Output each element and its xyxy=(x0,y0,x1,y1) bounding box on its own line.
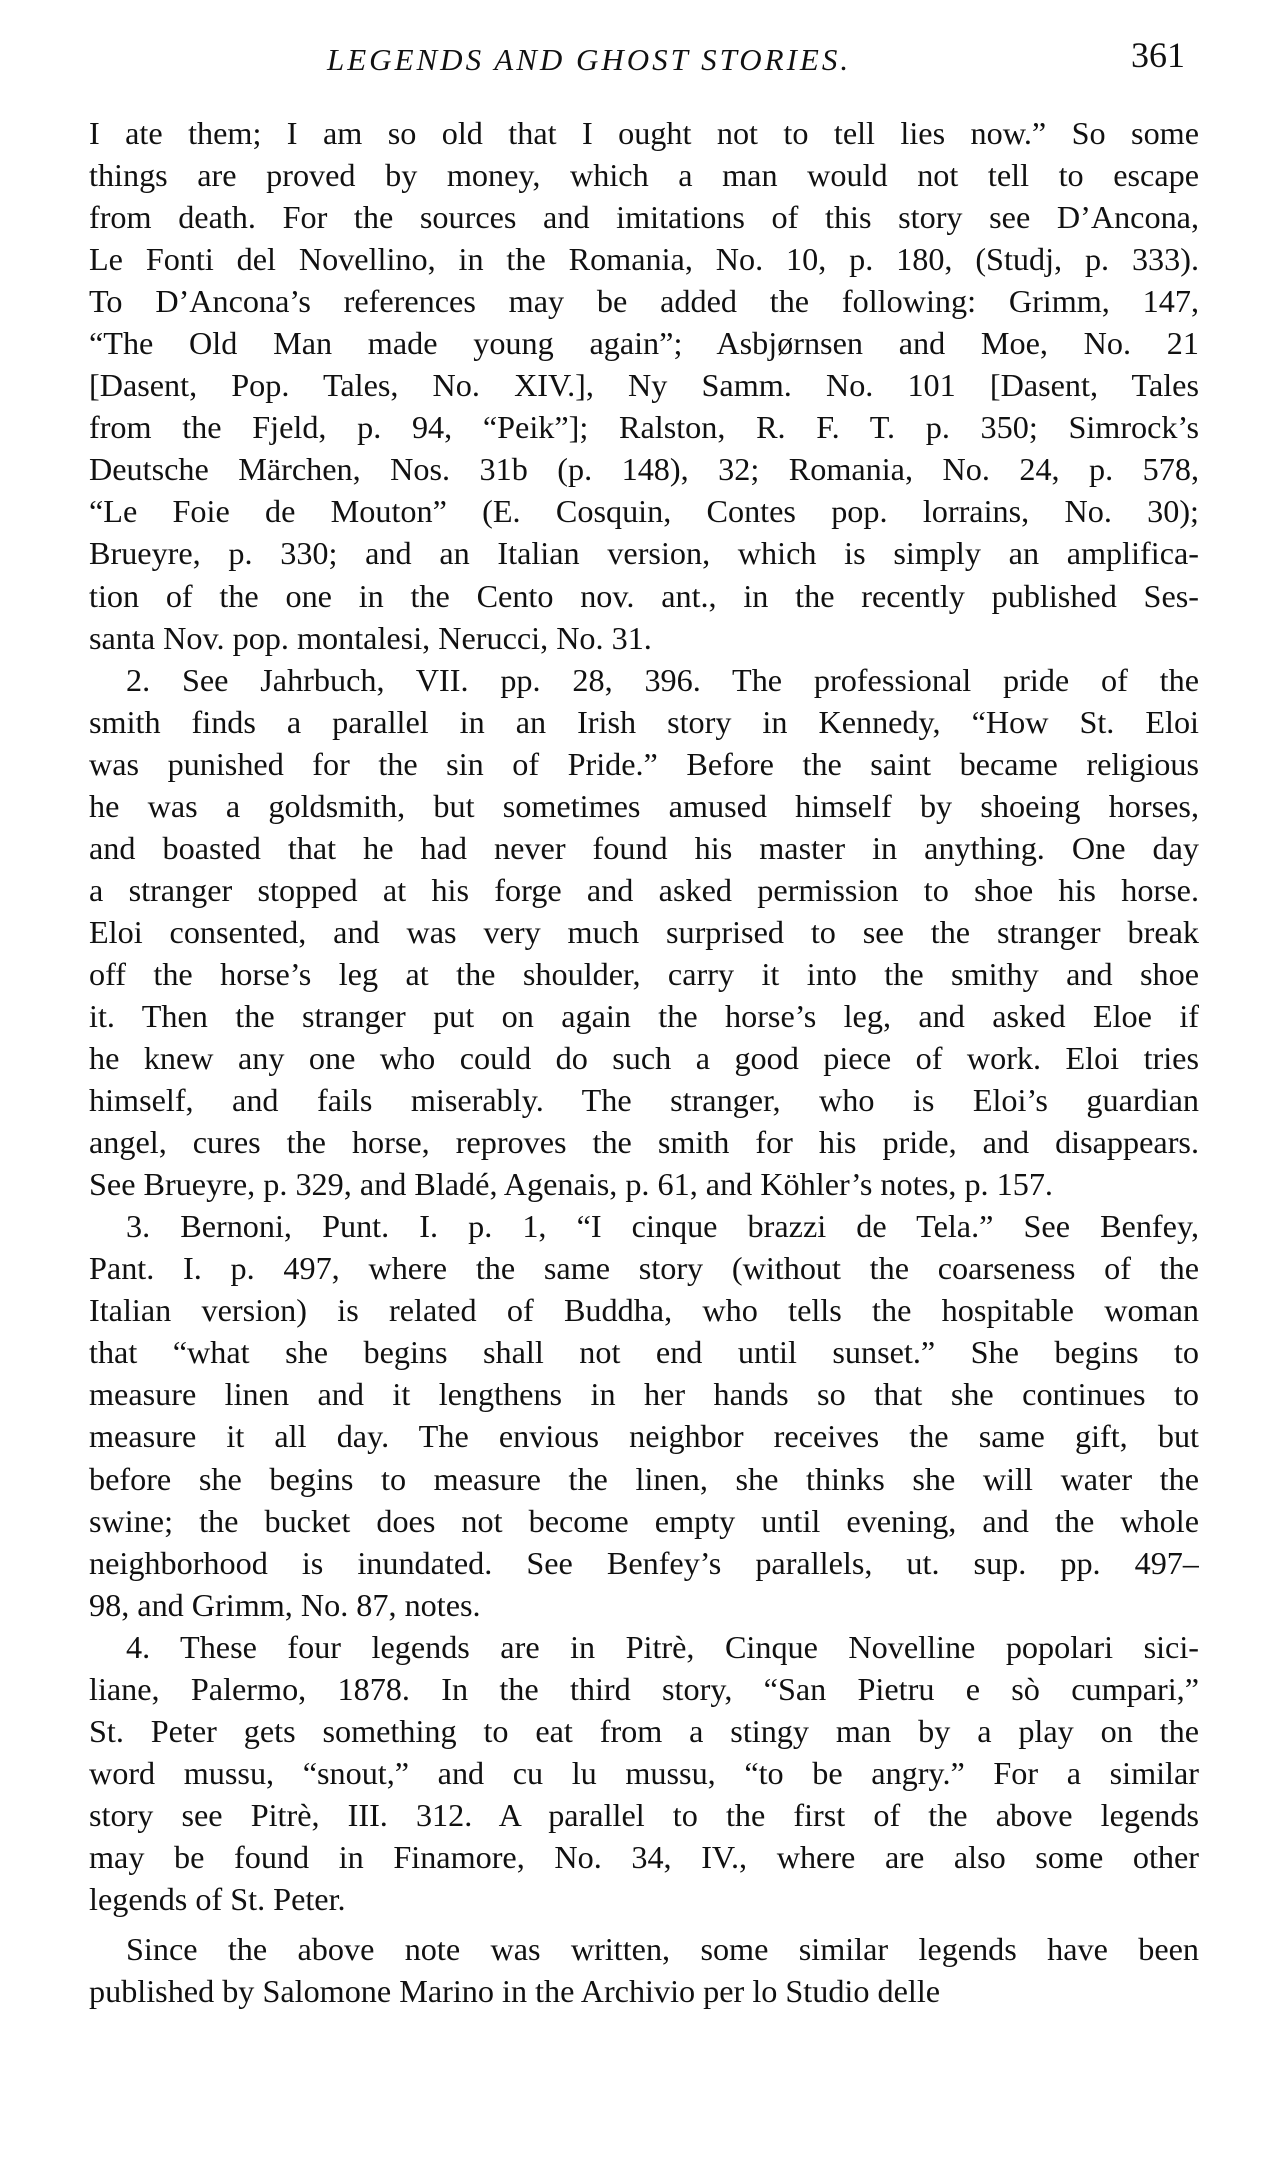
text-line: smith finds a parallel in an Irish story in Kennedy, “How St. Eloi xyxy=(89,703,1199,740)
text-line: St. Peter gets something to eat from a stingy man by a play on the xyxy=(89,1712,1199,1749)
text-line: and boasted that he had never found his master in anything. One day xyxy=(89,829,1199,866)
text-line: 98, and Grimm, No. 87, notes. xyxy=(89,1586,481,1623)
text-line: that “what she begins shall not end until sunset.” She begins to xyxy=(89,1334,1199,1371)
page-text xyxy=(89,112,1199,2012)
header-title: LEGENDS AND GHOST STORIES. xyxy=(327,42,852,77)
text-line: may be found in Finamore, No. 34, IV., where are also some other xyxy=(89,1838,1199,1875)
text-line: legends of St. Peter. xyxy=(89,1880,346,1917)
text-line: liane, Palermo, 1878. In the third story, “San Pietru e sò cumpari,” xyxy=(89,1670,1199,1707)
text-line: word mussu, “snout,” and cu lu mussu, “to be angry.” For a similar xyxy=(89,1754,1199,1791)
text-line: it. Then the stranger put on again the horse’s leg, and asked Eloe if xyxy=(89,997,1199,1034)
note-3-line: 3. Bernoni, Punt. I. p. 1, “I cinque brazzi de Tela.” See Benfey, xyxy=(126,1208,1199,1245)
text-line: swine; the bucket does not become empty until evening, and the whole xyxy=(89,1502,1199,1539)
text-line: story see Pitrè, III. 312. A parallel to the first of the above legends xyxy=(89,1796,1199,1833)
text-line: angel, cures the horse, reproves the smith for his pride, and disappears. xyxy=(89,1124,1199,1161)
text-line: “The Old Man made young again”; Asbjørnsen and Moe, No. 21 xyxy=(89,325,1199,362)
text-line: I ate them; I am so old that I ought not to tell lies now.” So some xyxy=(89,115,1199,151)
text-line: from death. For the sources and imitations of this story see D’Ancona, xyxy=(89,199,1199,236)
text-line: he was a goldsmith, but sometimes amused himself by shoeing horses, xyxy=(89,787,1199,824)
note-4-line: 4. These four legends are in Pitrè, Cinque Novelline popolari sici- xyxy=(126,1628,1199,1665)
note-2-line: 2. See Jahrbuch, VII. pp. 28, 396. The professional pride of the xyxy=(126,661,1199,698)
text-line: Pant. I. p. 497, where the same story (without the coarseness of the xyxy=(89,1250,1199,1287)
text-line: [Dasent, Pop. Tales, No. XIV.], Ny Samm. No. 101 [Dasent, Tales xyxy=(89,367,1199,404)
text-line: Le Fonti del Novellino, in the Romania, No. 10, p. 180, (Studj, p. 333). xyxy=(89,241,1199,278)
text-line: santa Nov. pop. montalesi, Nerucci, No. 31. xyxy=(89,619,652,656)
closing-paragraph-line: Since the above note was written, some similar legends have been xyxy=(126,1931,1199,1968)
text-line: To D’Ancona’s references may be added the following: Grimm, 147, xyxy=(89,283,1199,320)
text-line: was punished for the sin of Pride.” Before the saint became religious xyxy=(89,745,1199,782)
text-line: Deutsche Märchen, Nos. 31b (p. 148), 32; Romania, No. 24, p. 578, xyxy=(89,451,1199,488)
text-line: a stranger stopped at his forge and asked permission to shoe his horse. xyxy=(89,871,1199,908)
text-line: measure it all day. The envious neighbor receives the same gift, but xyxy=(89,1418,1199,1455)
text-line: measure linen and it lengthens in her hands so that she continues to xyxy=(89,1376,1199,1413)
text-line: Brueyre, p. 330; and an Italian version, which is simply an amplifica- xyxy=(89,535,1199,572)
text-line: off the horse’s leg at the shoulder, carry it into the smithy and shoe xyxy=(89,955,1199,992)
text-line: things are proved by money, which a man would not tell to escape xyxy=(89,157,1199,194)
page-number: 361 xyxy=(1131,35,1185,75)
text-line: tion of the one in the Cento nov. ant., in the recently published Ses- xyxy=(89,577,1199,614)
text-line: neighborhood is inundated. See Benfey’s parallels, ut. sup. pp. 497– xyxy=(89,1544,1199,1581)
text-line: he knew any one who could do such a good piece of work. Eloi tries xyxy=(89,1040,1199,1077)
text-line: “Le Foie de Mouton” (E. Cosquin, Contes pop. lorrains, No. 30); xyxy=(89,493,1199,530)
text-line: from the Fjeld, p. 94, “Peik”]; Ralston, R. F. T. p. 350; Simrock’s xyxy=(89,409,1199,446)
text-line: Eloi consented, and was very much surprised to see the stranger break xyxy=(89,913,1199,950)
running-head xyxy=(89,34,1199,84)
text-line: himself, and fails miserably. The stranger, who is Eloi’s guardian xyxy=(89,1082,1199,1119)
text-line: published by Salomone Marino in the Archivio per lo Studio delle xyxy=(89,1973,941,2010)
text-line: See Brueyre, p. 329, and Bladé, Agenais, p. 61, and Köhler’s notes, p. 157. xyxy=(89,1166,1053,1203)
paragraph-gap xyxy=(89,1920,1199,1928)
text-line: before she begins to measure the linen, she thinks she will water the xyxy=(89,1460,1199,1497)
text-line: Italian version) is related of Buddha, who tells the hospitable woman xyxy=(89,1292,1199,1329)
